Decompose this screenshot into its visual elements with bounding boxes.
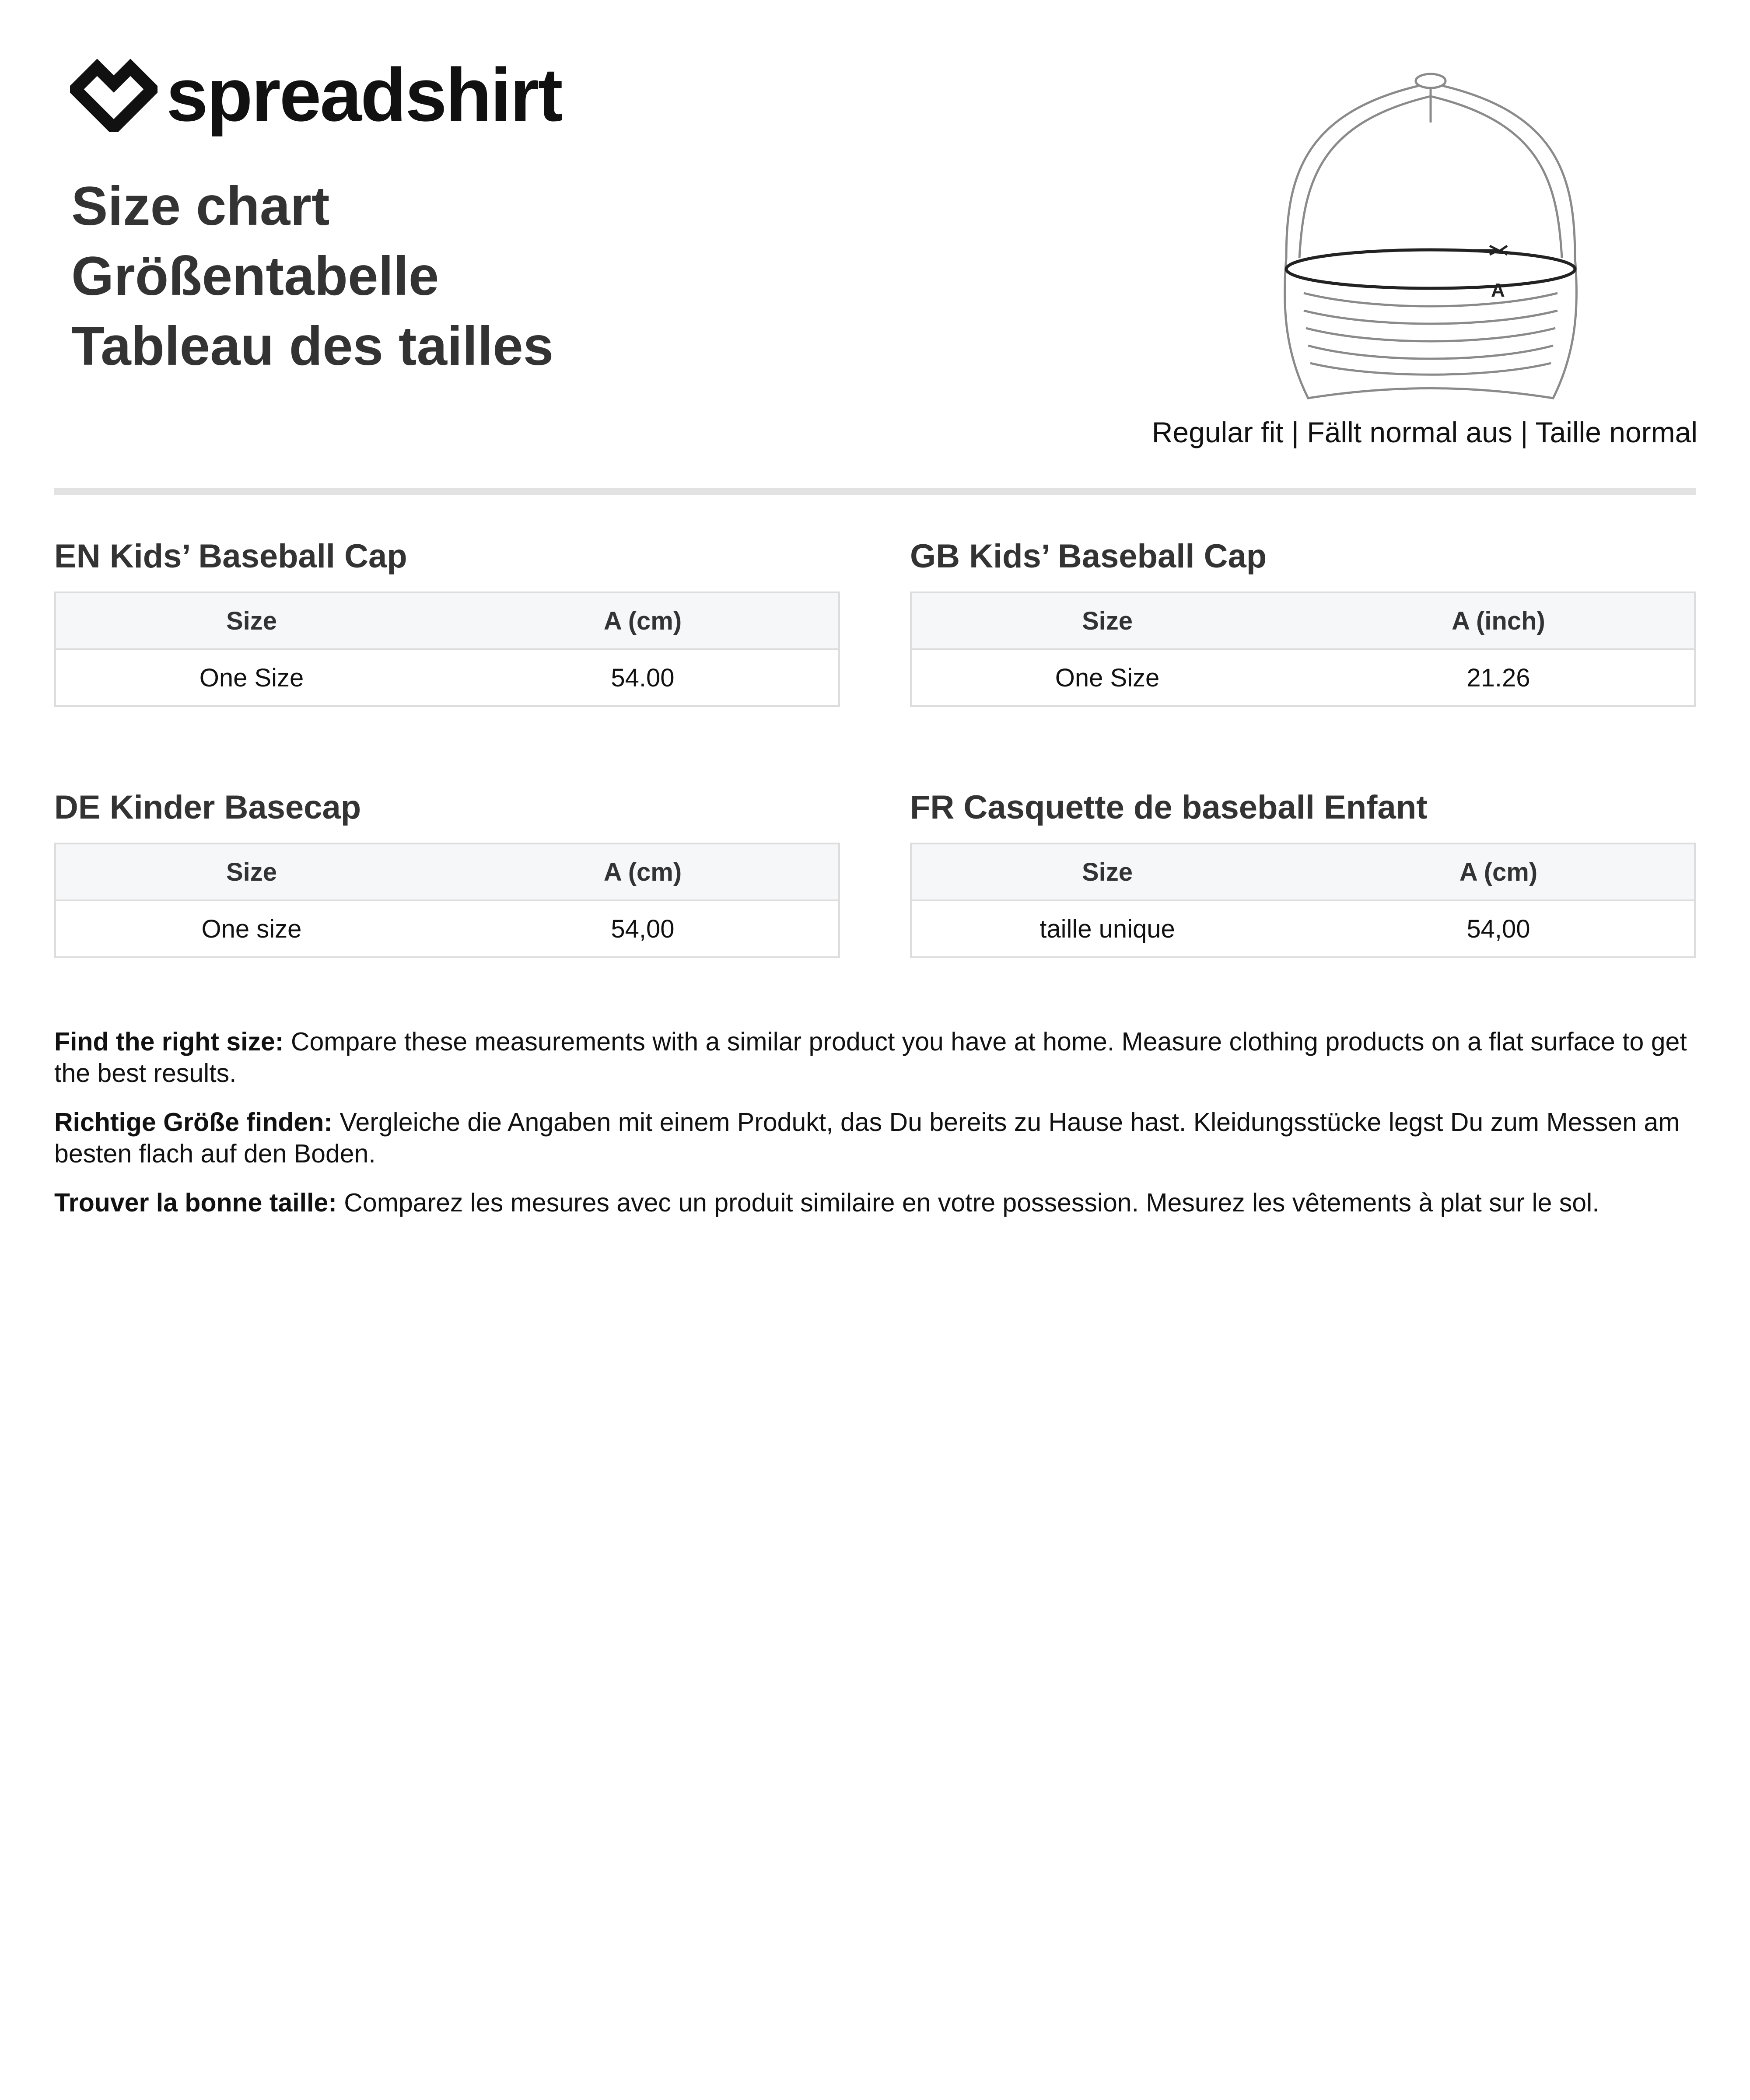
table-cell: One size (55, 900, 447, 957)
section-title: GB Kids’ Baseball Cap (910, 538, 1267, 575)
brand-name: spreadshirt (166, 53, 562, 137)
section-title: EN Kids’ Baseball Cap (54, 538, 407, 575)
table-row (911, 900, 1695, 957)
column-header: A (cm) (447, 592, 839, 649)
size-table (910, 843, 1696, 958)
table-header-row (911, 844, 1695, 900)
fit-description: Regular fit | Fällt normal aus | Taille normal (1152, 416, 1698, 448)
size-section-de (54, 786, 840, 958)
note-text: Comparez les mesures avec un produit similaire en votre possession. Mesurez les vêtements à plat sur le sol. (344, 1188, 1600, 1217)
size-section-fr (910, 786, 1696, 958)
measurement-notes (54, 1026, 1696, 1236)
divider (54, 488, 1696, 495)
table-cell: 21.26 (1303, 649, 1695, 706)
note-label: Find the right size: (54, 1027, 284, 1056)
title-fr: Tableau des tailles (71, 316, 554, 377)
size-table (910, 592, 1696, 707)
table-cell: 54.00 (447, 649, 839, 706)
table-row (55, 649, 839, 706)
table-cell: One Size (55, 649, 447, 706)
baseball-cap-measurement-icon (1269, 66, 1601, 407)
column-header: Size (55, 592, 447, 649)
size-table (54, 592, 840, 707)
section-title: DE Kinder Basecap (54, 789, 361, 826)
page-title (71, 172, 553, 382)
note-en (54, 1026, 1696, 1089)
note-label: Richtige Größe finden: (54, 1108, 332, 1137)
column-header: Size (911, 844, 1303, 900)
column-header: Size (911, 592, 1303, 649)
heart-diamond-icon (70, 58, 158, 132)
note-de (54, 1106, 1696, 1169)
table-cell: One Size (911, 649, 1303, 706)
size-section-gb (910, 535, 1696, 707)
table-cell: 54,00 (1303, 900, 1695, 957)
note-text: Compare these measurements with a similar product you have at home. Measure clothing products on a flat surface to get the best results. (54, 1027, 1687, 1088)
note-label: Trouver la bonne taille: (54, 1188, 337, 1217)
column-header: A (cm) (447, 844, 839, 900)
measure-label-a: A (1491, 280, 1505, 301)
section-title: FR Casquette de baseball Enfant (910, 789, 1428, 826)
table-row (911, 649, 1695, 706)
column-header: A (inch) (1303, 592, 1695, 649)
size-section-en (54, 535, 840, 707)
note-text: Vergleiche die Angaben mit einem Produkt, das Du bereits zu Hause hast. Kleidungsstücke legst Du zum Messen am besten flach auf den Boden. (54, 1108, 1680, 1168)
table-header-row (55, 844, 839, 900)
table-header-row (55, 592, 839, 649)
table-cell: 54,00 (447, 900, 839, 957)
note-fr (54, 1187, 1696, 1218)
title-en: Size chart (71, 176, 330, 237)
column-header: A (cm) (1303, 844, 1695, 900)
brand-logo (70, 53, 562, 137)
title-de: Größentabelle (71, 246, 439, 307)
size-table (54, 843, 840, 958)
table-header-row (911, 592, 1695, 649)
table-row (55, 900, 839, 957)
column-header: Size (55, 844, 447, 900)
table-cell: taille unique (911, 900, 1303, 957)
